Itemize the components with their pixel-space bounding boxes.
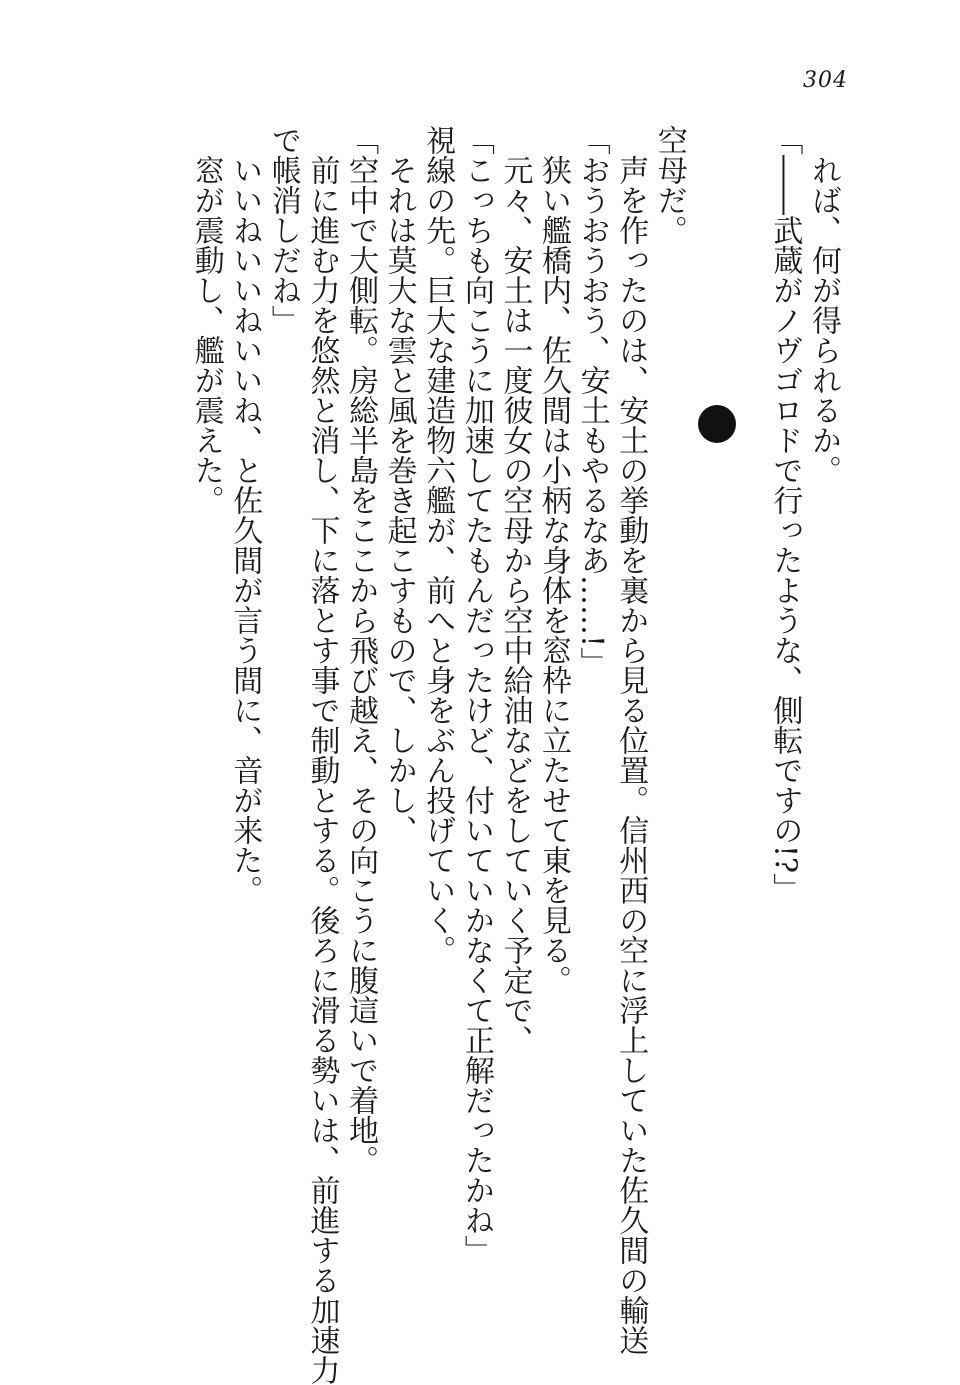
text-line: 「空中で大側転。房総半島をここから飛び越え、その向こうに腹這いで着地。 (343, 125, 379, 1175)
text-line: 空母だ。 (651, 125, 687, 245)
text-line: それは莫大な雲と風を巻き起こすもので、しかし、 (381, 155, 417, 845)
text-line: 「――武蔵がノヴゴロドで行ったような、側転ですの!?」 (767, 125, 803, 904)
text-line: 窓が震動し、艦が震えた。 (188, 155, 224, 515)
text-line: で帳消しだね」 (265, 125, 301, 335)
body-text (82, 125, 842, 1385)
text-line: いいねいいねいいね、と佐久間が言う間に、音が来た。 (227, 155, 263, 905)
text-line: 前に進む力を悠然と消し、下に落とす事で制動とする。後ろに滑る勢いは、前進する加速力 (304, 155, 340, 1385)
text-line: 「おうおうおう、安土もやるなあ……!」 (574, 125, 610, 678)
text-line: 「こっちも向こうに加速してたもんだったけど、付いていかなくて正解だったかね」 (458, 125, 494, 1265)
text-line: 元々、安土は一度彼女の空母から空中給油などをしていく予定で、 (497, 155, 533, 1055)
text-line: 狭い艦橋内、佐久間は小柄な身体を窓枠に立たせて東を見る。 (536, 155, 572, 995)
text-line: れば、何が得られるか。 (806, 155, 841, 485)
page-number: 304 (803, 68, 848, 93)
text-line: 視線の先。巨大な建造物六艦が、前へと身をぶん投げていく。 (420, 125, 456, 965)
text-line: 声を作ったのは、安土の挙動を裏から見る位置。信州西の空に浮上していた佐久間の輸送 (613, 155, 649, 1355)
